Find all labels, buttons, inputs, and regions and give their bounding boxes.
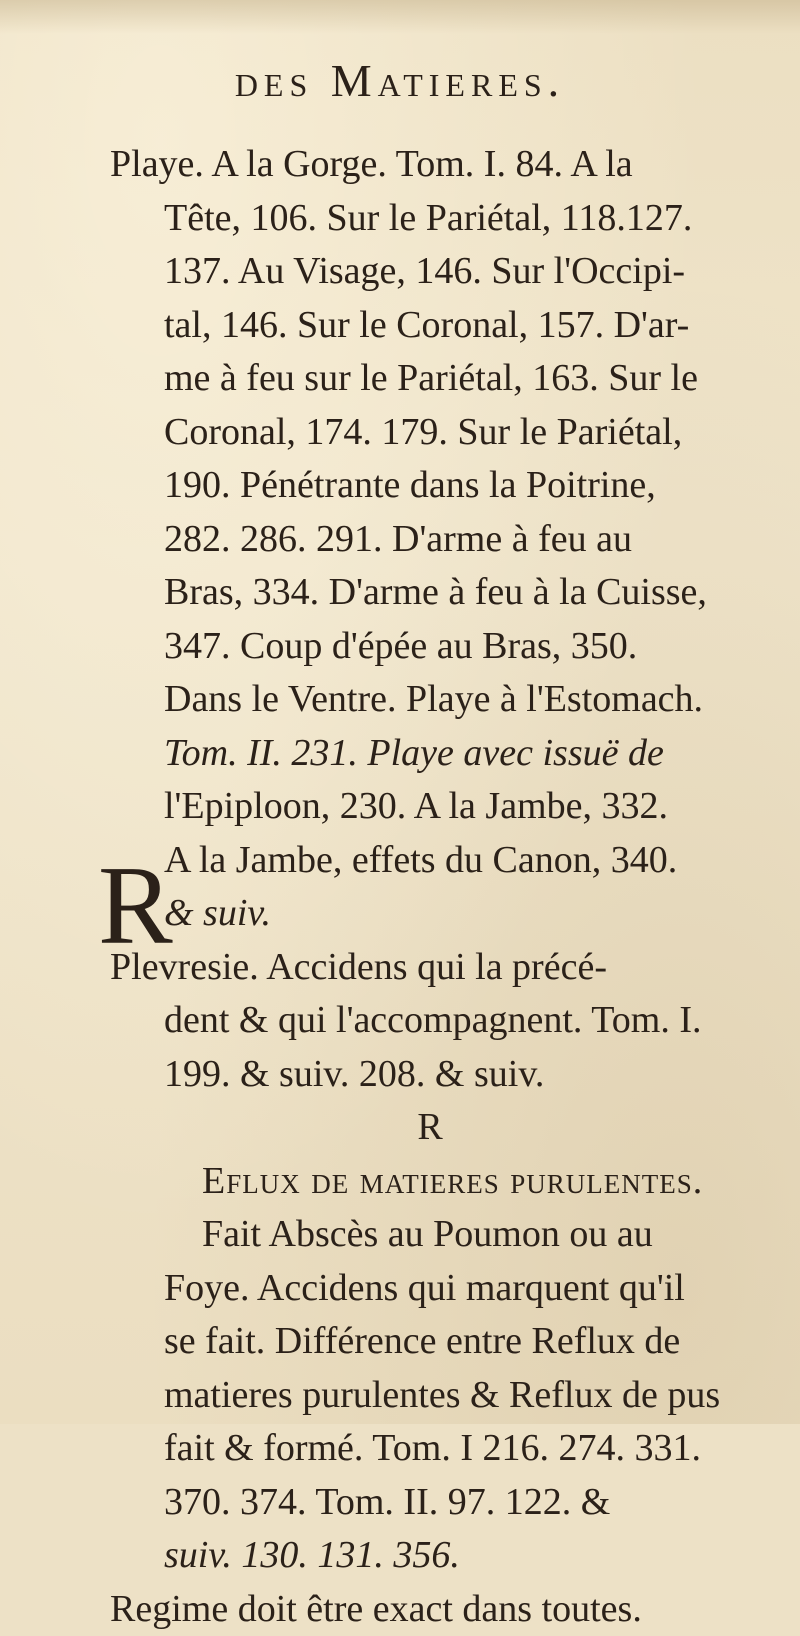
index-line: Regime doit être exact dans toutes. — [110, 1583, 750, 1636]
index-line: 282. 286. 291. D'arme à feu au — [110, 513, 750, 567]
index-line: Fait Abscès au Poumon ou au — [110, 1208, 750, 1262]
index-line: & suiv. — [110, 887, 750, 941]
section-letter: R — [110, 1101, 750, 1155]
index-line: Plevresie. Accidens qui la précé- — [110, 941, 750, 995]
index-line: 137. Au Visage, 146. Sur l'Occipi- — [110, 245, 750, 299]
index-line: A la Jambe, effets du Canon, 340. — [110, 834, 750, 888]
index-line: Dans le Ventre. Playe à l'Estomach. — [110, 673, 750, 727]
index-line: Tête, 106. Sur le Pariétal, 118.127. — [110, 192, 750, 246]
index-line: l'Epiploon, 230. A la Jambe, 332. — [110, 780, 750, 834]
running-header: des Matieres. — [0, 58, 800, 104]
index-line: 190. Pénétrante dans la Poitrine, — [110, 459, 750, 513]
index-line: matieres purulentes & Reflux de pus — [110, 1369, 750, 1423]
index-line: Foye. Accidens qui marquent qu'il — [110, 1262, 750, 1316]
index-line: Tom. II. 231. Playe avec issuë de — [110, 727, 750, 781]
index-line: Eflux de matieres purulentes. — [110, 1155, 750, 1209]
index-line: 199. & suiv. 208. & suiv. — [110, 1048, 750, 1102]
index-line: tal, 146. Sur le Coronal, 157. D'ar- — [110, 299, 750, 353]
drop-capital: R — [98, 850, 173, 962]
page-top-edge — [0, 0, 800, 34]
index-line: Playe. A la Gorge. Tom. I. 84. A la — [110, 138, 750, 192]
index-line: me à feu sur le Pariétal, 163. Sur le — [110, 352, 750, 406]
index-line: suiv. 130. 131. 356. — [110, 1529, 750, 1583]
index-line: se fait. Différence entre Reflux de — [110, 1315, 750, 1369]
index-line: 347. Coup d'épée au Bras, 350. — [110, 620, 750, 674]
index-line: Coronal, 174. 179. Sur le Pariétal, — [110, 406, 750, 460]
index-line: Bras, 334. D'arme à feu à la Cuisse, — [110, 566, 750, 620]
index-line: 370. 374. Tom. II. 97. 122. & — [110, 1476, 750, 1530]
index-line: fait & formé. Tom. I 216. 274. 331. — [110, 1422, 750, 1476]
index-body — [110, 138, 750, 1636]
index-line: dent & qui l'accompagnent. Tom. I. — [110, 994, 750, 1048]
